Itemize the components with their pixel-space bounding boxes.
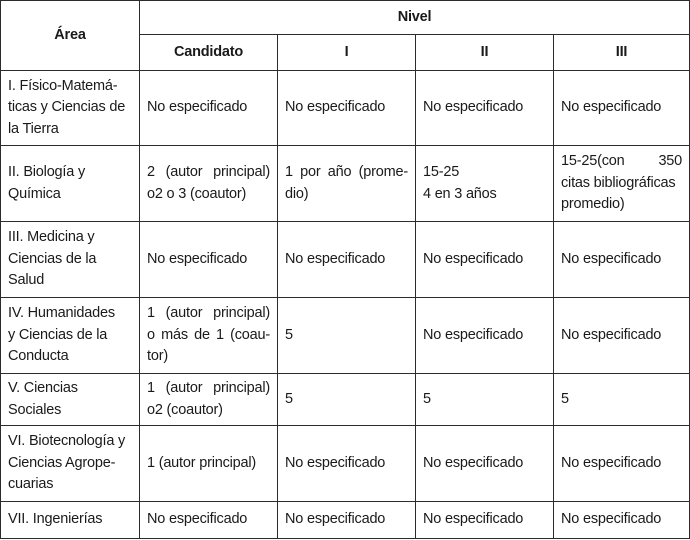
header-level-ii: II — [416, 35, 554, 71]
candidato-cell — [140, 146, 278, 222]
table-row — [1, 71, 690, 146]
level-i-cell: 5 — [278, 298, 416, 374]
level-ii-line: 15-25 — [423, 164, 460, 180]
level-i-cell — [278, 146, 416, 222]
area-line: II. Biología y — [8, 164, 85, 180]
area-cell — [1, 71, 140, 146]
header-level-i: I — [278, 35, 416, 71]
level-ii-cell: 5 — [416, 374, 554, 426]
level-i-cell: No especificado — [278, 222, 416, 298]
candidato-line: 1 (autor principal) — [147, 305, 270, 322]
table-row — [1, 374, 690, 426]
level-i-cell: No especificado — [278, 426, 416, 502]
area-line: VII. Ingenierías — [8, 511, 103, 528]
table-row — [1, 426, 690, 502]
area-cell — [1, 502, 140, 539]
level-iii-cell: No especificado — [554, 426, 690, 502]
table-row — [1, 146, 690, 222]
area-line: ticas y Ciencias de — [8, 99, 126, 116]
level-ii-cell: No especificado — [416, 502, 554, 539]
level-ii-cell: No especificado — [416, 71, 554, 146]
area-line: IV. Humanidades — [8, 305, 115, 322]
level-ii-cell: No especificado — [416, 298, 554, 374]
area-line: Salud — [8, 272, 45, 289]
level-i-line: 1 por año (prome- — [285, 164, 408, 180]
candidato-line: 1 (autor principal) — [147, 380, 270, 396]
table-row — [1, 502, 690, 539]
area-line: Ciencias Agrope- — [8, 454, 116, 471]
level-iii-cell: No especificado — [554, 298, 690, 374]
level-i-cell: 5 — [278, 374, 416, 426]
level-i-line: dio) — [285, 185, 309, 202]
area-cell — [1, 146, 140, 222]
area-line: y Ciencias de la — [8, 326, 108, 343]
level-iii-line: 15-25(con 350 — [561, 153, 683, 170]
area-line: VI. Biotecnología y — [8, 433, 126, 450]
area-line: la Tierra — [8, 120, 59, 137]
area-line: Sociales — [8, 401, 62, 418]
candidato-line: tor) — [147, 348, 168, 365]
candidato-cell — [140, 298, 278, 374]
level-iii-cell: No especificado — [554, 71, 690, 146]
area-cell — [1, 374, 140, 426]
level-i-cell: No especificado — [278, 502, 416, 539]
area-line: III. Medicina y — [8, 229, 95, 246]
level-ii-cell — [416, 146, 554, 222]
area-line: V. Ciencias — [8, 380, 78, 396]
header-nivel: Nivel — [140, 1, 690, 35]
candidato-line: 2 (autor principal) — [147, 164, 270, 180]
header-area: Área — [1, 1, 140, 71]
header-candidato: Candidato — [140, 35, 278, 71]
candidato-cell: No especificado — [140, 502, 278, 539]
level-iii-cell: No especificado — [554, 222, 690, 298]
candidato-cell: No especificado — [140, 222, 278, 298]
candidato-cell: No especificado — [140, 71, 278, 146]
table-row — [1, 222, 690, 298]
level-iii-line: citas bibliográficas — [561, 174, 676, 191]
candidato-line: o más de 1 (coau- — [147, 326, 270, 343]
candidato-cell — [140, 374, 278, 426]
level-iii-cell: No especificado — [554, 502, 690, 539]
table-row — [1, 298, 690, 374]
candidato-line: o2 o 3 (coautor) — [147, 185, 247, 202]
level-ii-cell: No especificado — [416, 222, 554, 298]
area-cell — [1, 222, 140, 298]
area-line: cuarias — [8, 476, 54, 493]
level-ii-line: 4 en 3 años — [423, 185, 497, 202]
area-line: I. Físico-Matemá- — [8, 77, 118, 94]
header-level-iii: III — [554, 35, 690, 71]
area-line: Conducta — [8, 348, 69, 365]
area-cell — [1, 298, 140, 374]
candidato-line: o2 (coautor) — [147, 401, 223, 418]
level-iii-cell: 5 — [554, 374, 690, 426]
candidato-cell: 1 (autor principal) — [140, 426, 278, 502]
area-line: Ciencias de la — [8, 250, 97, 267]
level-ii-cell: No especificado — [416, 426, 554, 502]
level-iii-cell — [554, 146, 690, 222]
area-line: Química — [8, 185, 61, 202]
level-iii-line: promedio) — [561, 196, 625, 213]
area-cell — [1, 426, 140, 502]
level-i-cell: No especificado — [278, 71, 416, 146]
